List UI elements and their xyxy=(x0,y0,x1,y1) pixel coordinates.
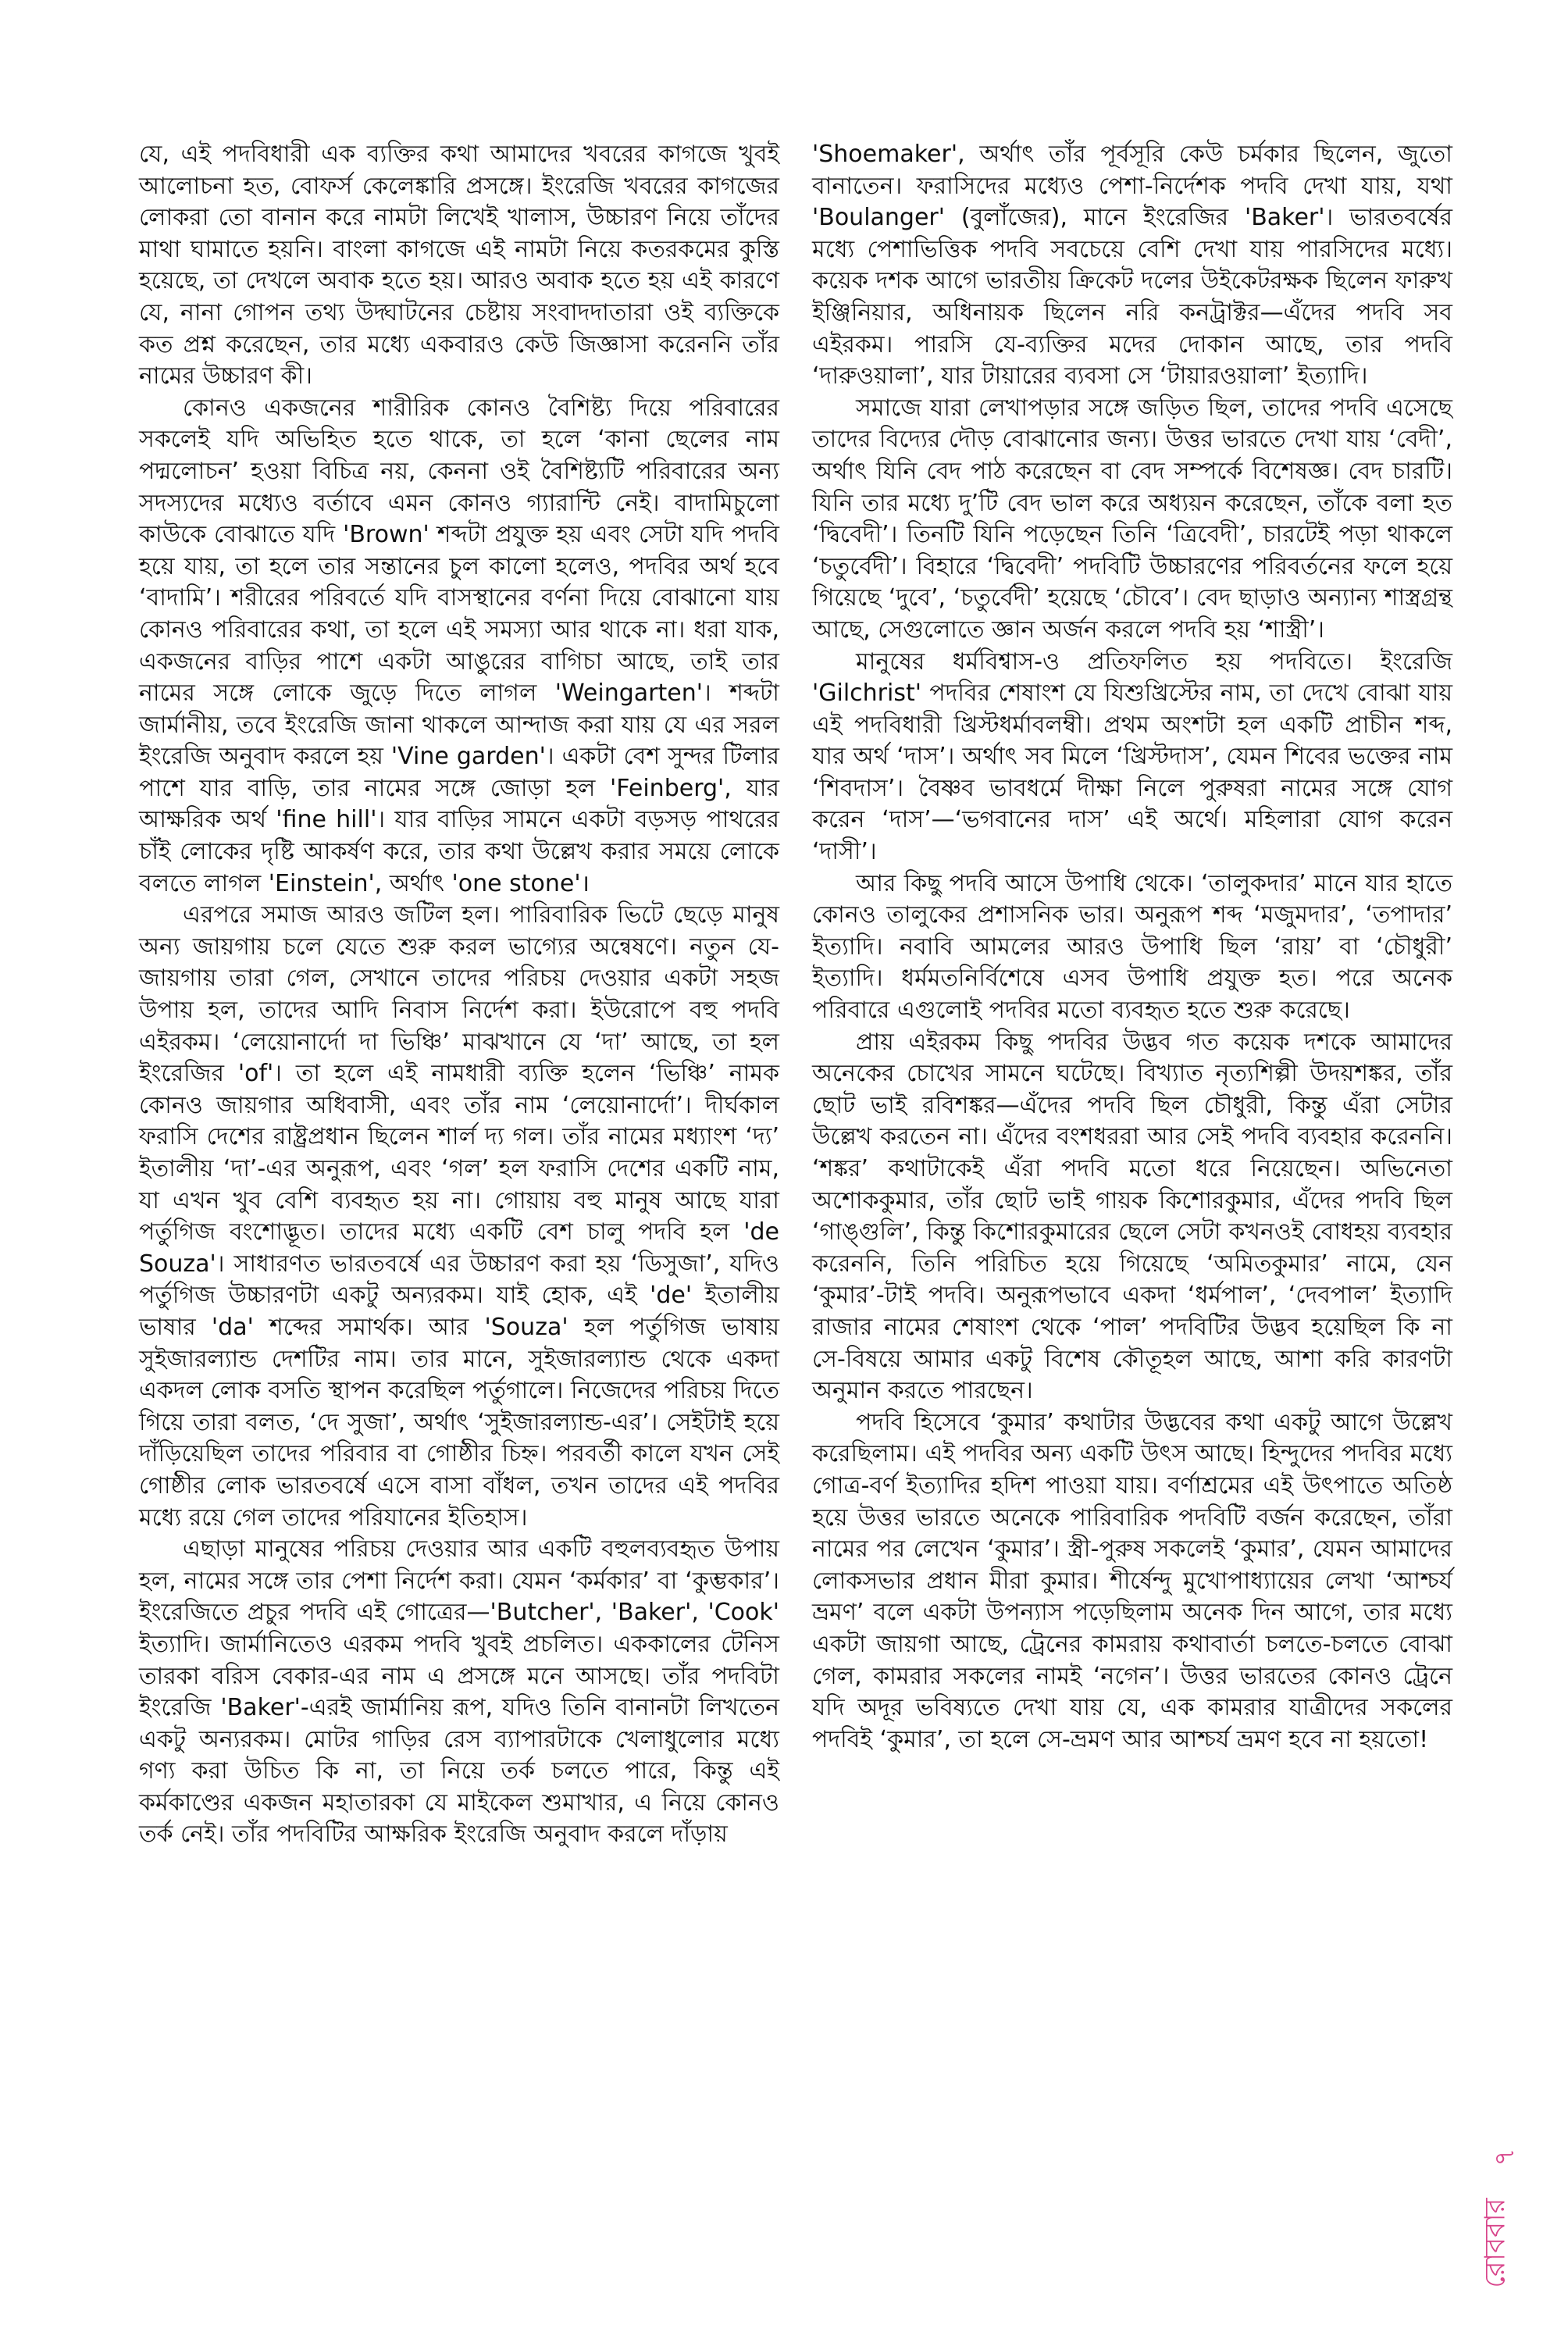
magazine-name: রোববার xyxy=(1479,2198,1512,2288)
paragraph: 'Shoemaker', অর্থাৎ তাঁর পূর্বসূরি কেউ চর্মকার ছিলেন, জুতো বানাতেন। ফরাসিদের মধ্যেও পেশা-নির্দেশক পদবি দেখা যায়, যথা 'Boulanger' (বুলাঁজের), মানে ইংরেজির 'Baker'। ভারতবর্ষের মধ্যে পেশাভিত্তিক পদবি সবচেয়ে বেশি দেখা যায় পারসিদের মধ্যে। কয়েক দশক আগে ভারতীয় ক্রিকেট দলের উইকেটরক্ষক ছিলেন ফারুখ ইঞ্জিনিয়ার, অধিনায়ক ছিলেন নরি কনট্রাক্টর—এঁদের পদবি সব এইরকম। পারসি যে-ব্যক্তির মদের দোকান আছে, তার পদবি ‘দারুওয়ালা’, যার টায়ারের ব্যবসা সে ‘টায়ারওয়ালা’ ইত্যাদি। xyxy=(812,141,1452,390)
paragraph: এরপরে সমাজ আরও জটিল হল। পারিবারিক ভিটে ছেড়ে মানুষ অন্য জায়গায় চলে যেতে শুরু করল ভাগ্যের অন্বেষণে। নতুন যে-জায়গায় তারা গেল, সেখানে তাদের পরিচয় দেওয়ার একটা সহজ উপায় হল, তাদের আদি নিবাস নির্দেশ করা। ইউরোপে বহু পদবি এইরকম। ‘লেয়োনার্দো দা ভিঞ্চি’ মাঝখানে যে ‘দা’ আছে, তা হল ইংরেজির 'of'। তা হলে এই নামধারী ব্যক্তি হলেন ‘ভিঞ্চি’ নামক কোনও জায়গার অধিবাসী, এবং তাঁর নাম ‘লেয়োনার্দো’। দীর্ঘকাল ফরাসি দেশের রাষ্ট্রপ্রধান ছিলেন শার্ল দ্য গল। তাঁর নামের মধ্যাংশ ‘দ্য’ ইতালীয় ‘দা’-এর অনুরূপ, এবং ‘গল’ হল ফরাসি দেশের একটি নাম, যা এখন খুব বেশি ব্যবহৃত হয় না। গোয়ায় বহু মানুষ আছে যারা পর্তুগিজ বংশোদ্ভূত। তাদের মধ্যে একটি বেশ চালু পদবি হল 'de Souza'। সাধারণত ভারতবর্ষে এর উচ্চারণ করা হয় ‘ডিসুজা’, যদিও পর্তুগিজ উচ্চারণটা একটু অন্যরকম। যাই হোক, এই 'de' ইতালীয় ভাষার 'da' শব্দের সমার্থক। আর 'Souza' হল পর্তুগিজ ভাষায় সুইজারল্যান্ড দেশটির নাম। তার মানে, সুইজারল্যান্ড থেকে একদা একদল লোক বসতি স্থাপন করেছিল পর্তুগালে। নিজেদের পরিচয় দিতে গিয়ে তারা বলত, ‘দে সুজা’, অর্থাৎ ‘সুইজারল্যান্ড-এর’। সেইটাই হয়ে দাঁড়িয়েছিল তাদের পরিবার বা গোষ্ঠীর চিহ্ন। পরবর্তী কালে যখন সেই গোষ্ঠীর লোক ভারতবর্ষে এসে বাসা বাঁধল, তখন তাদের এই পদবির মধ্যে রয়ে গেল তাদের পরিযানের ইতিহাস। xyxy=(139,901,779,1532)
paragraph: এছাড়া মানুষের পরিচয় দেওয়ার আর একটি বহুলব্যবহৃত উপায় হল, নামের সঙ্গে তার পেশা নির্দেশ করা। যেমন ‘কর্মকার’ বা ‘কুম্ভকার’। ইংরেজিতে প্রচুর পদবি এই গোত্রের—'Butcher', 'Baker', 'Cook' ইত্যাদি। জার্মানিতেও এরকম পদবি খুবই প্রচলিত। এককালের টেনিস তারকা বরিস বেকার-এর নাম এ প্রসঙ্গে মনে আসছে। তাঁর পদবিটা ইংরেজি 'Baker'-এরই জার্মানিয় রূপ, যদিও তিনি বানানটা লিখতেন একটু অন্যরকম। মোটর গাড়ির রেস ব্যাপারটাকে খেলাধুলোর মধ্যে গণ্য করা উচিত কি না, তা নিয়ে তর্ক চলতে পারে, কিন্তু এই কর্মকাণ্ডের একজন মহাতারকা যে মাইকেল শুমাখার, এ নিয়ে কোনও তর্ক নেই। তাঁর পদবিটির আক্ষরিক ইংরেজি অনুবাদ করলে দাঁড়ায় xyxy=(139,1535,779,1849)
page-folio xyxy=(1462,2134,1563,2290)
paragraph: প্রায় এইরকম কিছু পদবির উদ্ভব গত কয়েক দশকে আমাদের অনেকের চোখের সামনে ঘটেছে। বিখ্যাত নৃত্যশিল্পী উদয়শঙ্কর, তাঁর ছোট ভাই রবিশঙ্কর—এঁদের পদবি ছিল চৌধুরী, কিন্তু এঁরা সেটার উল্লেখ করতেন না। এঁদের বংশধররা আর সেই পদবি ব্যবহার করেননি। ‘শঙ্কর’ কথাটাকেই এঁরা পদবি মতো ধরে নিয়েছেন। অভিনেতা অশোককুমার, তাঁর ছোট ভাই গায়ক কিশোরকুমার, এঁদের পদবি ছিল ‘গাঙ্গুলি’, কিন্তু কিশোরকুমারের ছেলে সেটা কখনওই বোধহয় ব্যবহার করেননি, তিনি পরিচিত হয়ে গিয়েছে ‘অমিতকুমার’ নামে, যেন ‘কুমার’-টাই পদবি। অনুরূপভাবে একদা ‘ধর্মপাল’, ‘দেবপাল’ ইত্যাদি রাজার নামের শেষাংশ থেকে ‘পাল’ পদবিটির উদ্ভব হয়েছিল কি না সে-বিষয়ে আমার একটু বিশেষ কৌতূহল আছে, আশা করি কারণটা অনুমান করতে পারছেন। xyxy=(812,1028,1452,1405)
paragraph: মানুষের ধর্মবিশ্বাস-ও প্রতিফলিত হয় পদবিতে। ইংরেজি 'Gilchrist' পদবির শেষাংশ যে যিশুখ্রিস্টের নাম, তা দেখে বোঝা যায় এই পদবিধারী খ্রিস্টধর্মাবলম্বী। প্রথম অংশটা হল একটি প্রাচীন শব্দ, যার অর্থ ‘দাস’। অর্থাৎ সব মিলে ‘খ্রিস্টদাস’, যেমন শিবের ভক্তের নাম ‘শিবদাস’। বৈষ্ণব ভাবধর্মে দীক্ষা নিলে পুরুষরা নামের সঙ্গে যোগ করেন ‘দাস’—‘ভগবানের দাস’ এই অর্থে। মহিলারা যোগ করেন ‘দাসী’। xyxy=(812,647,1452,866)
article-column-left xyxy=(139,139,779,1851)
paragraph: সমাজে যারা লেখাপড়ার সঙ্গে জড়িত ছিল, তাদের পদবি এসেছে তাদের বিদ্যের দৌড় বোঝানোর জন্য। উত্তর ভারতে দেখা যায় ‘বেদী’, অর্থাৎ যিনি বেদ পাঠ করেছেন বা বেদ সম্পর্কে বিশেষজ্ঞ। বেদ চারটি। যিনি তার মধ্যে দু’টি বেদ ভাল করে অধ্যয়ন করেছেন, তাঁকে বলা হত ‘দ্বিবেদী’। তিনটি যিনি পড়েছেন তিনি ‘ত্রিবেদী’, চারটেই পড়া থাকলে ‘চতুর্বেদী’। বিহারে ‘দ্বিবেদী’ পদবিটি উচ্চারণের পরিবর্তনের ফলে হয়ে গিয়েছে ‘দুবে’, ‘চতুর্বেদী’ হয়েছে ‘চৌবে’। বেদ ছাড়াও অন্যান্য শাস্ত্রগ্রন্থ আছে, সেগুলোতে জ্ঞান অর্জন করলে পদবি হয় ‘শাস্ত্রী’। xyxy=(812,394,1452,644)
article-column-right xyxy=(812,139,1452,1756)
paragraph: যে, এই পদবিধারী এক ব্যক্তির কথা আমাদের খবরের কাগজে খুবই আলোচনা হত, বোফর্স কেলেঙ্কারি প্রসঙ্গে। ইংরেজি খবরের কাগজের লোকরা তো বানান করে নামটা লিখেই খালাস, উচ্চারণ নিয়ে তাঁদের মাথা ঘামাতে হয়নি। বাংলা কাগজে এই নামটা নিয়ে কতরকমের কুস্তি হয়েছে, তা দেখলে অবাক হতে হয়। আরও অবাক হতে হয় এই কারণে যে, নানা গোপন তথ্য উদ্ঘাটনের চেষ্টায় সংবাদদাতারা ওই ব্যক্তিকে কত প্রশ্ন করেছেন, তার মধ্যে একবারও কেউ জিজ্ঞাসা করেননি তাঁর নামের উচ্চারণ কী। xyxy=(139,141,779,390)
page-number: ৭ xyxy=(1488,2148,1521,2166)
paragraph: পদবি হিসেবে ‘কুমার’ কথাটার উদ্ভবের কথা একটু আগে উল্লেখ করেছিলাম। এই পদবির অন্য একটি উৎস আছে। হিন্দুদের পদবির মধ্যে গোত্র-বর্ণ ইত্যাদির হদিশ পাওয়া যায়। বর্ণাশ্রমের এই উৎপাতে অতিষ্ঠ হয়ে উত্তর ভারতে অনেকে পারিবারিক পদবিটি বর্জন করেছেন, তাঁরা নামের পর লেখেন ‘কুমার’। স্ত্রী-পুরুষ সকলেই ‘কুমার’, যেমন আমাদের লোকসভার প্রধান মীরা কুমার। শীর্ষেন্দু মুখোপাধ্যায়ের লেখা ‘আশ্চর্য ভ্রমণ’ বলে একটা উপন্যাস পড়েছিলাম অনেক দিন আগে, তার মধ্যে একটা জায়গা আছে, ট্রেনের কামরায় কথাবার্তা চলতে-চলতে বোঝা গেল, কামরার সকলের নামই ‘নগেন’। উত্তর ভারতের কোনও ট্রেনে যদি অদূর ভবিষ্যতে দেখা যায় যে, এক কামরার যাত্রীদের সকলের পদবিই ‘কুমার’, তা হলে সে-ভ্রমণ আর আশ্চর্য ভ্রমণ হবে না হয়তো! xyxy=(812,1408,1452,1753)
paragraph: কোনও একজনের শারীরিক কোনও বৈশিষ্ট্য দিয়ে পরিবারের সকলেই যদি অভিহিত হতে থাকে, তা হলে ‘কানা ছেলের নাম পদ্মলোচন’ হওয়া বিচিত্র নয়, কেননা ওই বৈশিষ্ট্যটি পরিবারের অন্য সদস্যদের মধ্যেও বর্তাবে এমন কোনও গ্যারান্টি নেই। বাদামিচুলো কাউকে বোঝাতে যদি 'Brown' শব্দটা প্রযুক্ত হয় এবং সেটা যদি পদবি হয়ে যায়, তা হলে তার সন্তানের চুল কালো হলেও, পদবির অর্থ হবে ‘বাদামি’। শরীরের পরিবর্তে যদি বাসস্থানের বর্ণনা দিয়ে বোঝানো যায় কোনও পরিবারের কথা, তা হলে এই সমস্যা আর থাকে না। ধরা যাক, একজনের বাড়ির পাশে একটা আঙুরের বাগিচা আছে, তাই তার নামের সঙ্গে লোকে জুড়ে দিতে লাগল 'Weingarten'। শব্দটা জার্মানীয়, তবে ইংরেজি জানা থাকলে আন্দাজ করা যায় যে এর সরল ইংরেজি অনুবাদ করলে হয় 'Vine garden'। একটা বেশ সুন্দর টিলার পাশে যার বাড়ি, তার নামের সঙ্গে জোড়া হল 'Feinberg', যার আক্ষরিক অর্থ 'fine hill'। যার বাড়ির সামনে একটা বড়সড় পাথরের চাঁই লোকের দৃষ্টি আকর্ষণ করে, তার কথা উল্লেখ করার সময়ে লোকে বলতে লাগল 'Einstein', অর্থাৎ 'one stone'। xyxy=(139,394,779,897)
paragraph: আর কিছু পদবি আসে উপাধি থেকে। ‘তালুকদার’ মানে যার হাতে কোনও তালুকের প্রশাসনিক ভার। অনুরূপ শব্দ ‘মজুমদার’, ‘তপাদার’ ইত্যাদি। নবাবি আমলের আরও উপাধি ছিল ‘রায়’ বা ‘চৌধুরী’ ইত্যাদি। ধর্মমতনির্বিশেষে এসব উপাধি প্রযুক্ত হত। পরে অনেক পরিবারে এগুলোই পদবির মতো ব্যবহৃত হতে শুরু করেছে। xyxy=(812,869,1452,1025)
